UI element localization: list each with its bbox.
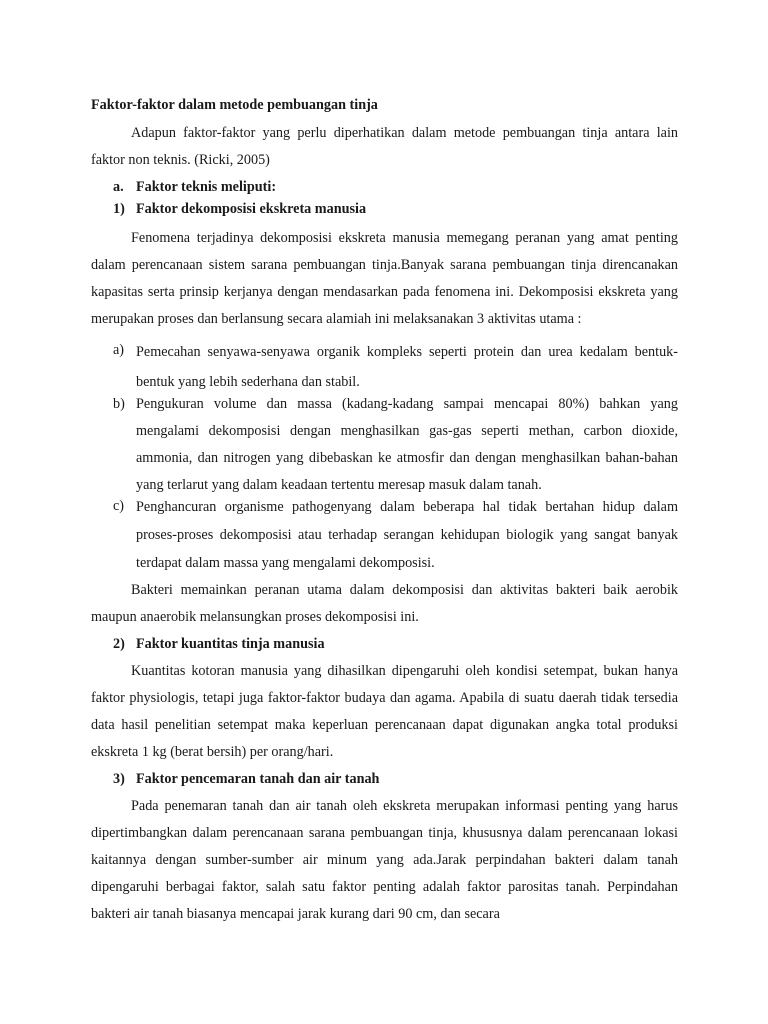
subsection-3-marker: 3) [113,771,125,787]
list-item [91,391,678,499]
list-item-text: Pengukuran volume dan massa (kadang-kadang sampai mencapai 80%) bahkan yang mengalami dekomposisi dengan menghasilkan gas-gas seperti methan, carbon dioxide, ammonia, dan nitrogen yang dibebaskan ke atmosfir dan dengan menghasilkan bahan-bahan yang terlarut yang dalam keadaan tertentu meresap masuk dalam tanah. [136,396,678,493]
list-item-marker: a) [113,342,125,358]
section-a-marker: a. [113,179,124,195]
subsection-3-title: Faktor pencemaran tanah dan air tanah [136,771,380,787]
subsection-1-paragraph: Fenomena terjadinya dekomposisi ekskreta manusia memegang peranan yang amat penting dalam perencanaan sistem sarana pembuangan tinja.Banyak sarana pembuangan tinja direncanakan kapasitas serta prinsip kerjanya dengan mendasarkan pada fenomena ini. Dekomposisi ekskreta yang merupakan proses dan berlansung secara alamiah ini melaksanakan 3 aktivitas utama : [91,230,678,327]
subsection-2-heading [91,631,678,658]
subsection-3-heading [91,766,678,793]
list-item-text: Penghancuran organisme pathogenyang dalam beberapa hal tidak bertahan hidup dalam proses-proses dekomposisi atau terhadap serangan kehidupan biologik yang sangat banyak terdapat dalam massa yang mengalami dekomposisi. [136,499,678,571]
list-item [91,493,678,577]
section-a-heading [91,176,678,198]
list-item-marker: b) [113,396,125,412]
subsection-3-paragraph: Pada penemaran tanah dan air tanah oleh ekskreta merupakan informasi penting yang harus dipertimbangkan dalam perencanaan sarana pembuangan tinja, khususnya dalam perencanaan lokasi kaitannya dengan sumber-sumber air minum yang ada.Jarak perpindahan bakteri dalam tanah dipengaruhi berbagai faktor, salah satu faktor penting adalah faktor parositas tanah. Perpindahan bakteri air tanah biasanya mencapai jarak kurang dari 90 cm, dan secara [91,798,678,922]
subsection-1-title: Faktor dekomposisi ekskreta manusia [136,201,367,217]
subsection-1-closing: Bakteri memainkan peranan utama dalam dekomposisi dan aktivitas bakteri baik aerobik maupun anaerobik melansungkan proses dekomposisi ini. [91,582,678,625]
subsection-2-title: Faktor kuantitas tinja manusia [136,636,325,652]
subsection-1-marker: 1) [113,201,125,217]
document-title: Faktor-faktor dalam metode pembuangan tinja [91,97,378,113]
list-item-text: Pemecahan senyawa-senyawa organik kompleks seperti protein dan urea kedalam bentuk-bentuk yang lebih sederhana dan stabil. [136,344,678,390]
list-item-marker: c) [113,498,125,514]
subsection-2-marker: 2) [113,636,125,652]
list-item [91,337,678,397]
intro-paragraph: Adapun faktor-faktor yang perlu diperhatikan dalam metode pembuangan tinja antara lain faktor non teknis. (Ricki, 2005) [91,125,678,168]
section-a-title: Faktor teknis meliputi: [136,179,277,195]
subsection-1-heading [91,198,678,220]
document-body [91,92,678,928]
subsection-2-paragraph: Kuantitas kotoran manusia yang dihasilkan dipengaruhi oleh kondisi setempat, bukan hanya faktor physiologis, tetapi juga faktor-faktor budaya dan agama. Apabila di suatu daerah tidak tersedia data hasil penelitian setempat maka keperluan perencanaan dapat digunakan angka total produksi ekskreta 1 kg (berat bersih) per orang/hari. [91,663,678,760]
